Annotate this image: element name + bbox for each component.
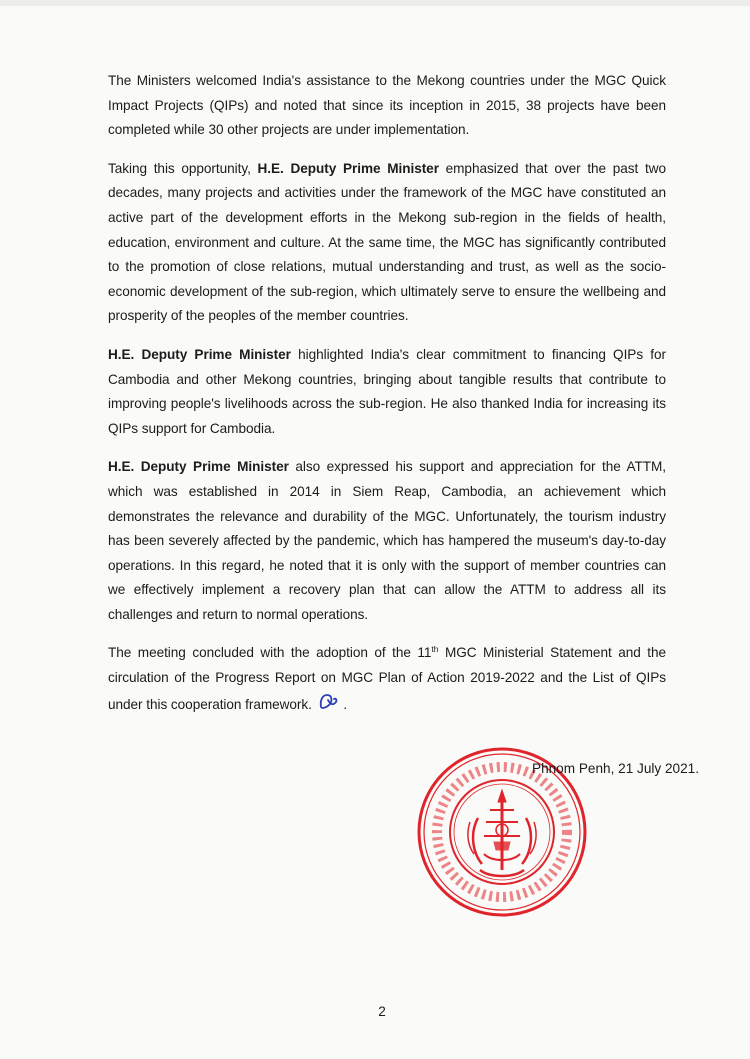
- place-date: Phnom Penh, 21 July 2021.: [532, 761, 700, 776]
- page-top-edge: [0, 0, 750, 6]
- page-number: 2: [378, 1004, 386, 1019]
- paragraph-text: highlighted India's clear commitment to financing QIPs for Cambodia and other Mekong countries, bringing about tangible results that contribute to improving people's livelihoods across the sub-region. He also thanked India for increasing its QIPs support for Cambodia.: [108, 346, 666, 436]
- ordinal-superscript: th: [431, 644, 439, 655]
- handwritten-initials-icon: [318, 691, 340, 713]
- paragraph-speaker: H.E. Deputy Prime Minister: [108, 459, 289, 475]
- paragraph-attm: [108, 455, 666, 627]
- paragraph-text: emphasized that over the past two decades, many projects and activities under the framework of the MGC have constituted an active part of the development efforts in the Mekong sub-region in the fields of health, education, environment and culture. At the same time, the MGC has significantly contributed to the promotion of close relations, mutual understanding and trust, as well as the socio-economic development of the sub-region, which ultimately serve to ensure the wellbeing and prosperity of the peoples of the member countries.: [108, 160, 666, 324]
- paragraph-speaker: H.E. Deputy Prime Minister: [108, 346, 291, 362]
- paragraph-text: MGC Ministerial Statement and the circulation of the Progress Report on MGC Plan of Action 2019-2022 and the List of QIPs under this cooperation framework.: [108, 645, 666, 712]
- paragraph-conclusion: [108, 641, 666, 717]
- paragraph-commitment: [108, 343, 666, 441]
- closing-mark: .: [343, 696, 348, 712]
- paragraph-text-start: The meeting concluded with the adoption of the 11: [108, 645, 432, 661]
- paragraph-qips: [108, 69, 666, 143]
- paragraph-text: also expressed his support and appreciation for the ATTM, which was established in 2014 in Siem Reap, Cambodia, an achievement which demonstrates the relevance and durability of the MGC. Unfortunately, the tourism industry has been severely affected by the pandemic, which has hampered the museum's day-to-day operations. In this regard, he noted that it is only with the support of member countries can we effectively implement a recovery plan that can allow the ATTM to address all its challenges and return to normal operations.: [108, 459, 666, 622]
- paragraph-speaker: H.E. Deputy Prime Minister: [257, 160, 439, 176]
- paragraph-opportunity: [108, 157, 666, 329]
- paragraph-text: The Ministers welcomed India's assistance to the Mekong countries under the MGC Quick Impact Projects (QIPs) and noted that since its inception in 2015, 38 projects have been completed while 30 other projects are under implementation.: [108, 73, 666, 138]
- document-body: [108, 69, 666, 731]
- paragraph-prefix: Taking this opportunity,: [108, 160, 258, 176]
